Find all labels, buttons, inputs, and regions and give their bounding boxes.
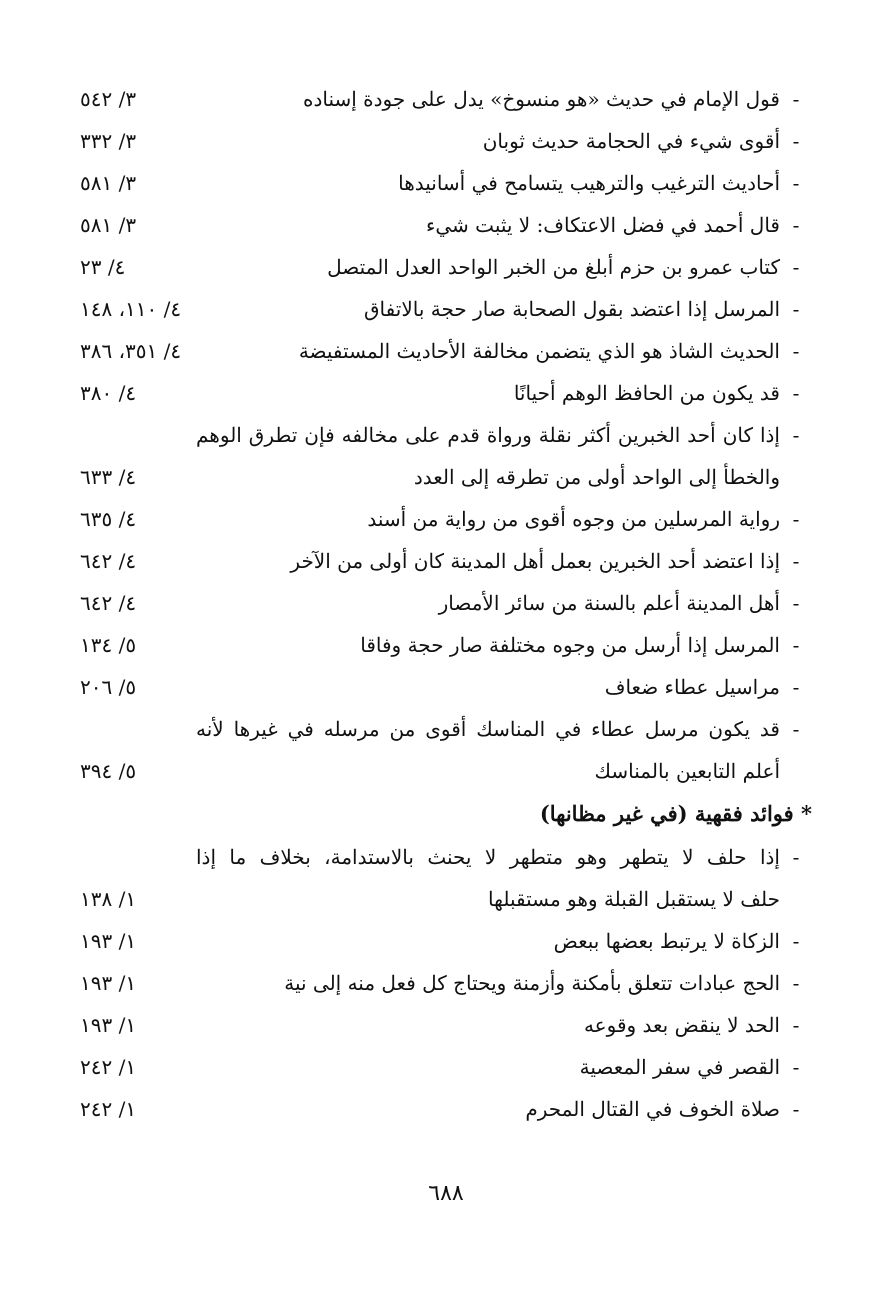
entry-dash: - — [792, 171, 800, 195]
entry-text — [196, 920, 812, 962]
entry-line: المرسل إذا أرسل من وجوه مختلفة صار حجة وفاقا — [360, 633, 780, 657]
entry-dash: - — [792, 381, 800, 405]
entry-reference: ٤/ ٦٤٢ — [80, 549, 137, 573]
entry-text — [205, 288, 812, 330]
entry-reference: ٣/ ٥٤٢ — [80, 87, 137, 111]
entry-reference: ٤/ ٦٤٢ — [80, 591, 137, 615]
entry-reference: ١/ ١٣٨ — [80, 887, 137, 911]
entry-dash: - — [792, 845, 800, 869]
entry-reference: ٤/ ٢٣ — [80, 255, 126, 279]
entry-dash: - — [792, 423, 800, 447]
entry-dash: - — [792, 87, 800, 111]
entry-line: قد يكون من الحافظ الوهم أحيانًا — [513, 381, 780, 405]
entry-line: إذا حلف لا يتطهر وهو متطهر لا يحنث بالاستدامة، بخلاف ما إذا — [196, 845, 780, 869]
entry-dash: - — [792, 1055, 800, 1079]
entry-text — [196, 78, 812, 120]
index-entry — [80, 540, 812, 582]
entry-dash: - — [792, 1097, 800, 1121]
entry-line: قد يكون مرسل عطاء في المناسك أقوى من مرسله في غيرها لأنه — [196, 717, 780, 741]
entry-dash: - — [792, 1013, 800, 1037]
entry-reference: ٤/ ١١٠، ١٤٨ — [80, 297, 182, 321]
entry-dash: - — [792, 255, 800, 279]
entry-text — [205, 330, 812, 372]
entry-dash: - — [792, 507, 800, 531]
page-number: ٦٨٨ — [428, 1181, 464, 1206]
entry-dash: - — [792, 297, 800, 321]
entry-line: المرسل إذا اعتضد بقول الصحابة صار حجة بالاتفاق — [364, 297, 780, 321]
entry-line: قال أحمد في فضل الاعتكاف: لا يثبت شيء — [425, 213, 780, 237]
index-entry — [80, 836, 812, 920]
entry-text — [196, 120, 812, 162]
entry-dash: - — [792, 549, 800, 573]
entry-line: أحاديث الترغيب والترهيب يتسامح في أسانيدها — [398, 171, 780, 195]
index-entry — [80, 1046, 812, 1088]
entry-dash: - — [792, 339, 800, 363]
entry-line: إذا كان أحد الخبرين أكثر نقلة ورواة قدم على مخالفه فإن تطرق الوهم — [196, 423, 780, 447]
index-entry — [80, 962, 812, 1004]
entry-dash: - — [792, 717, 800, 741]
entry-line: الحج عبادات تتعلق بأمكنة وأزمنة ويحتاج كل فعل منه إلى نية — [284, 971, 780, 995]
entry-text — [196, 582, 812, 624]
index-entry — [80, 120, 812, 162]
index-entry — [80, 78, 812, 120]
entry-line: الحد لا ينقض بعد وقوعه — [583, 1013, 780, 1037]
entry-reference: ١/ ٢٤٢ — [80, 1097, 137, 1121]
entry-text — [196, 246, 812, 288]
section-heading: * فوائد فقهية (في غير مظانها) — [539, 801, 812, 826]
index-entry — [80, 414, 812, 498]
entry-line: حلف لا يستقبل القبلة وهو مستقبلها — [488, 887, 780, 911]
entry-line: الزكاة لا يرتبط بعضها ببعض — [553, 929, 780, 953]
index-entry — [80, 246, 812, 288]
entry-reference: ١/ ١٩٣ — [80, 929, 137, 953]
entry-reference: ٥/ ١٣٤ — [80, 633, 137, 657]
entry-dash: - — [792, 675, 800, 699]
entry-line: كتاب عمرو بن حزم أبلغ من الخبر الواحد العدل المتصل — [327, 255, 780, 279]
index-entry — [80, 204, 812, 246]
entry-text — [196, 1004, 812, 1046]
entry-line: القصر في سفر المعصية — [579, 1055, 780, 1079]
entry-text — [196, 708, 812, 792]
entry-dash: - — [792, 633, 800, 657]
index-entry — [80, 582, 812, 624]
entry-dash: - — [792, 591, 800, 615]
index-entry — [80, 920, 812, 962]
index-entry — [80, 666, 812, 708]
entry-text — [196, 1088, 812, 1130]
entry-text — [196, 162, 812, 204]
fiqh-benefits-list — [80, 836, 812, 1130]
entry-text — [196, 962, 812, 1004]
entry-reference: ١/ ١٩٣ — [80, 1013, 137, 1037]
entry-dash: - — [792, 929, 800, 953]
entry-reference: ٤/ ٣٥١، ٣٨٦ — [80, 339, 182, 363]
entry-line: مراسيل عطاء ضعاف — [604, 675, 780, 699]
entry-reference: ٤/ ٦٣٣ — [80, 465, 137, 489]
entry-text — [196, 414, 812, 498]
entry-line: أعلم التابعين بالمناسك — [594, 759, 780, 783]
entry-reference: ١/ ١٩٣ — [80, 971, 137, 995]
entry-line: والخطأ إلى الواحد أولى من تطرقه إلى العدد — [413, 465, 780, 489]
entry-reference: ٤/ ٦٣٥ — [80, 507, 137, 531]
entry-text — [196, 836, 812, 920]
entry-reference: ٣/ ٣٣٢ — [80, 129, 137, 153]
entry-dash: - — [792, 213, 800, 237]
entry-text — [196, 540, 812, 582]
entry-line: قول الإمام في حديث «هو منسوخ» يدل على جودة إسناده — [302, 87, 780, 111]
entry-reference: ١/ ٢٤٢ — [80, 1055, 137, 1079]
entry-line: رواية المرسلين من وجوه أقوى من رواية من أسند — [367, 507, 780, 531]
index-entry — [80, 708, 812, 792]
entry-line: صلاة الخوف في القتال المحرم — [525, 1097, 780, 1121]
index-entry — [80, 1004, 812, 1046]
hadith-benefits-list — [80, 78, 812, 792]
entry-line: الحديث الشاذ هو الذي يتضمن مخالفة الأحاديث المستفيضة — [298, 339, 780, 363]
index-entry — [80, 330, 812, 372]
entry-reference: ٣/ ٥٨١ — [80, 213, 137, 237]
entry-reference: ٥/ ٣٩٤ — [80, 759, 137, 783]
index-entry — [80, 288, 812, 330]
index-content — [80, 78, 812, 1130]
entry-reference: ٥/ ٢٠٦ — [80, 675, 137, 699]
index-entry — [80, 1088, 812, 1130]
entry-line: أهل المدينة أعلم بالسنة من سائر الأمصار — [438, 591, 780, 615]
index-entry — [80, 162, 812, 204]
entry-text — [196, 204, 812, 246]
entry-line: إذا اعتضد أحد الخبرين بعمل أهل المدينة كان أولى من الآخر — [290, 549, 780, 573]
entry-line: أقوى شيء في الحجامة حديث ثوبان — [482, 129, 780, 153]
entry-text — [196, 498, 812, 540]
entry-text — [196, 666, 812, 708]
entry-reference: ٤/ ٣٨٠ — [80, 381, 137, 405]
entry-reference: ٣/ ٥٨١ — [80, 171, 137, 195]
entry-text — [196, 372, 812, 414]
index-entry — [80, 624, 812, 666]
entry-text — [196, 1046, 812, 1088]
entry-dash: - — [792, 129, 800, 153]
index-entry — [80, 498, 812, 540]
entry-dash: - — [792, 971, 800, 995]
entry-text — [196, 624, 812, 666]
index-entry — [80, 372, 812, 414]
